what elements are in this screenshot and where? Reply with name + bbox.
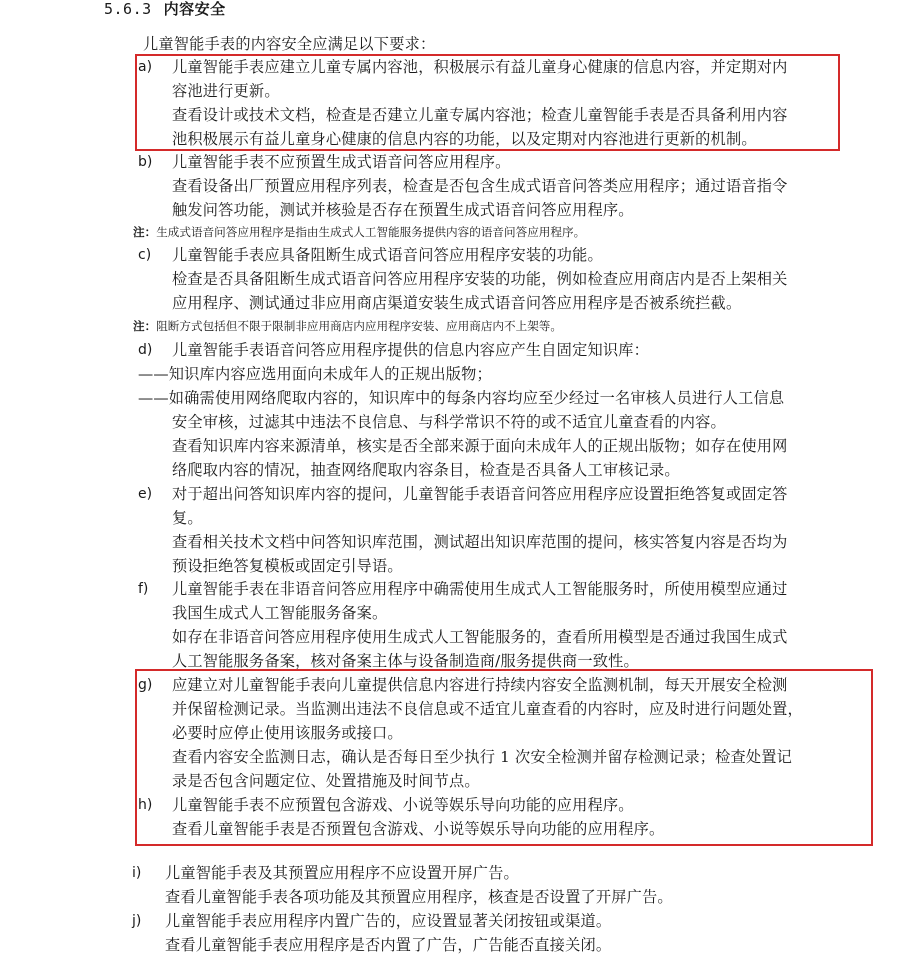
item-e-line-2: 复。 <box>172 509 203 527</box>
note-1-label: 注： <box>133 225 157 239</box>
item-b-marker: b) <box>138 154 153 170</box>
item-a-line-2: 容池进行更新。 <box>172 82 280 100</box>
item-i-line-2: 查看儿童智能手表各项功能及其预置应用程序，核查是否设置了开屏广告。 <box>165 888 673 906</box>
section-title: 内容安全 <box>163 0 226 18</box>
item-f-line-3: 如存在非语音问答应用程序使用生成式人工智能服务的，查看所用模型是否通过我国生成式 <box>172 628 788 646</box>
item-e-line-4: 预设拒绝答复模板或固定引导语。 <box>172 557 403 575</box>
note-1 <box>133 223 585 241</box>
item-f-line-1: 儿童智能手表在非语音问答应用程序中确需使用生成式人工智能服务时，所使用模型应通过 <box>172 580 788 598</box>
item-f-line-4: 人工智能服务备案，核对备案主体与设备制造商/服务提供商一致性。 <box>172 652 639 670</box>
item-g-line-2: 并保留检测记录。当监测出违法不良信息或不适宜儿童查看的内容时，应及时进行问题处置， <box>172 700 803 718</box>
item-e-marker: e) <box>138 486 153 502</box>
highlight-box-items-g-h <box>135 669 873 846</box>
item-g-marker: g) <box>138 677 153 693</box>
item-a-line-3: 查看设计或技术文档，检查是否建立儿童专属内容池；检查儿童智能手表是否具备利用内容 <box>172 106 788 124</box>
item-a-marker: a) <box>138 59 153 75</box>
item-c-line-2: 检查是否具备阻断生成式语音问答应用程序安装的功能，例如检查应用商店内是否上架相关 <box>172 270 788 288</box>
item-c-line-1: 儿童智能手表应具备阻断生成式语音问答应用程序安装的功能。 <box>172 246 603 264</box>
item-j-marker: j) <box>132 913 142 929</box>
item-h-marker: h) <box>138 797 153 813</box>
item-g-line-3: 必要时应停止使用该服务或接口。 <box>172 724 403 742</box>
note-2-label: 注： <box>133 319 157 333</box>
item-b-line-1: 儿童智能手表不应预置生成式语音问答应用程序。 <box>172 153 511 171</box>
dash-item-2-line-1: 如确需使用网络爬取内容的，知识库中的每条内容均应至少经过一名审核人员进行人工信息 <box>168 389 785 407</box>
item-e-line-1: 对于超出问答知识库内容的提问，儿童智能手表语音问答应用程序应设置拒绝答复或固定答 <box>172 485 788 503</box>
item-j-line-2: 查看儿童智能手表应用程序是否内置了广告，广告能否直接关闭。 <box>165 936 612 954</box>
item-g-line-1: 应建立对儿童智能手表向儿童提供信息内容进行持续内容安全监测机制，每天开展安全检测 <box>172 676 788 694</box>
item-g-line-5: 录是否包含问题定位、处置措施及时间节点。 <box>172 772 480 790</box>
item-h-line-1: 儿童智能手表不应预置包含游戏、小说等娱乐导向功能的应用程序。 <box>172 796 634 814</box>
dash-item-2-line-3: 查看知识库内容来源清单，核实是否全部来源于面向未成年人的正规出版物；如存在使用网 <box>172 437 788 455</box>
section-heading <box>104 0 226 19</box>
note-2 <box>133 317 562 335</box>
dash-item-2-marker: —— <box>138 389 169 407</box>
dash-item-2 <box>138 386 784 410</box>
item-a-line-4: 池积极展示有益儿童身心健康的信息内容的功能，以及定期对内容池进行更新的机制。 <box>172 130 757 148</box>
dash-item-1-marker: —— <box>138 365 169 383</box>
item-b-line-2: 查看设备出厂预置应用程序列表，检查是否包含生成式语音问答类应用程序；通过语音指令 <box>172 177 788 195</box>
dash-item-1-text: 知识库内容应选用面向未成年人的正规出版物； <box>168 365 492 383</box>
dash-item-1 <box>138 362 492 386</box>
item-c-marker: c) <box>138 247 152 263</box>
item-a-line-1: 儿童智能手表应建立儿童专属内容池，积极展示有益儿童身心健康的信息内容，并定期对内 <box>172 58 788 76</box>
intro-text: 儿童智能手表的内容安全应满足以下要求： <box>143 35 436 53</box>
item-i-line-1: 儿童智能手表及其预置应用程序不应设置开屏广告。 <box>165 864 519 882</box>
item-e-line-3: 查看相关技术文档中问答知识库范围，测试超出知识库范围的提问，核实答复内容是否均为 <box>172 533 788 551</box>
item-g-line-4: 查看内容安全监测日志，确认是否每日至少执行 1 次安全检测并留存检测记录；检查处置记 <box>172 748 793 766</box>
item-f-marker: f) <box>138 581 149 597</box>
item-j-line-1: 儿童智能手表应用程序内置广告的，应设置显著关闭按钮或渠道。 <box>165 912 612 930</box>
item-f-line-2: 我国生成式人工智能服务备案。 <box>172 604 388 622</box>
item-b-line-3: 触发问答功能，测试并核验是否存在预置生成式语音问答应用程序。 <box>172 201 634 219</box>
section-number: 5.6.3 <box>104 0 152 18</box>
highlight-box-item-a <box>135 54 840 151</box>
item-i-marker: i) <box>132 865 142 881</box>
dash-item-2-line-4: 络爬取内容的情况，抽查网络爬取内容条目，检查是否具备人工审核记录。 <box>172 461 680 479</box>
note-2-text: 阻断方式包括但不限于限制非应用商店内应用程序安装、应用商店内不上架等。 <box>156 319 562 333</box>
item-c-line-3: 应用程序、测试通过非应用商店渠道安装生成式语音问答应用程序是否被系统拦截。 <box>172 294 742 312</box>
dash-item-2-line-2: 安全审核，过滤其中违法不良信息、与科学常识不符的或不适宜儿童查看的内容。 <box>172 413 726 431</box>
item-h-line-2: 查看儿童智能手表是否预置包含游戏、小说等娱乐导向功能的应用程序。 <box>172 820 665 838</box>
note-1-text: 生成式语音问答应用程序是指由生成式人工智能服务提供内容的语音问答应用程序。 <box>156 225 586 239</box>
item-d-line-1: 儿童智能手表语音问答应用程序提供的信息内容应产生自固定知识库： <box>172 341 650 359</box>
item-d-marker: d) <box>138 342 153 358</box>
